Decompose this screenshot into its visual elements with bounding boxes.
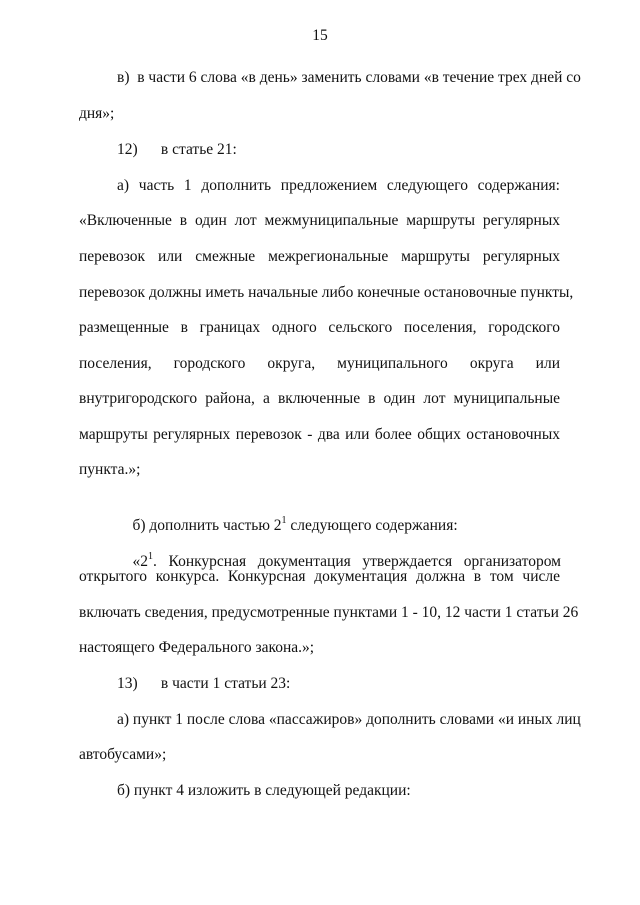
text-line: размещенные в границах одного сельского поселения, городского (79, 319, 560, 336)
text-fragment: . Конкурсная документация утверждается организатором (153, 553, 561, 570)
text-line: автобусами»; (79, 746, 167, 763)
text-line: в) в части 6 слова «в день» заменить словами «в течение трех дней со (117, 69, 581, 86)
superscript: 1 (281, 514, 287, 526)
text-line: дня»; (79, 105, 115, 122)
text-line: б) пункт 4 изложить в следующей редакции: (117, 782, 411, 799)
superscript: 1 (148, 550, 153, 562)
page-number: 15 (312, 27, 328, 44)
text-line: маршруты регулярных перевозок - два или более общих остановочных (79, 426, 560, 443)
text-line: пункта.»; (79, 461, 141, 478)
text-line: открытого конкурса. Конкурсная документация должна в том числе (79, 568, 560, 585)
text-fragment: следующего содержания: (286, 517, 458, 534)
text-line: а) часть 1 дополнить предложением следующего содержания: (117, 177, 560, 194)
item-heading: 12) в статье 21: (117, 141, 237, 158)
text-line: включать сведения, предусмотренные пунктами 1 - 10, 12 части 1 статьи 26 (79, 604, 579, 621)
text-line: а) пункт 1 после слова «пассажиров» дополнить словами «и иных лиц (117, 711, 581, 728)
item-heading: 13) в части 1 статьи 23: (117, 675, 291, 692)
text-line: внутригородского района, а включенные в один лот муниципальные (79, 390, 560, 407)
text-line: перевозок или смежные межрегиональные маршруты регулярных (79, 248, 560, 265)
text-line: поселения, городского округа, муниципального округа или (79, 355, 560, 372)
text-line: перевозок должны иметь начальные либо конечные остановочные пункты, (79, 284, 574, 301)
text-fragment: б) дополнить частью 2 (132, 517, 282, 534)
text-line: настоящего Федерального закона.»; (79, 639, 315, 656)
text-line: «Включенные в один лот межмуниципальные маршруты регулярных (79, 212, 560, 229)
text-fragment: «2 (132, 553, 148, 570)
